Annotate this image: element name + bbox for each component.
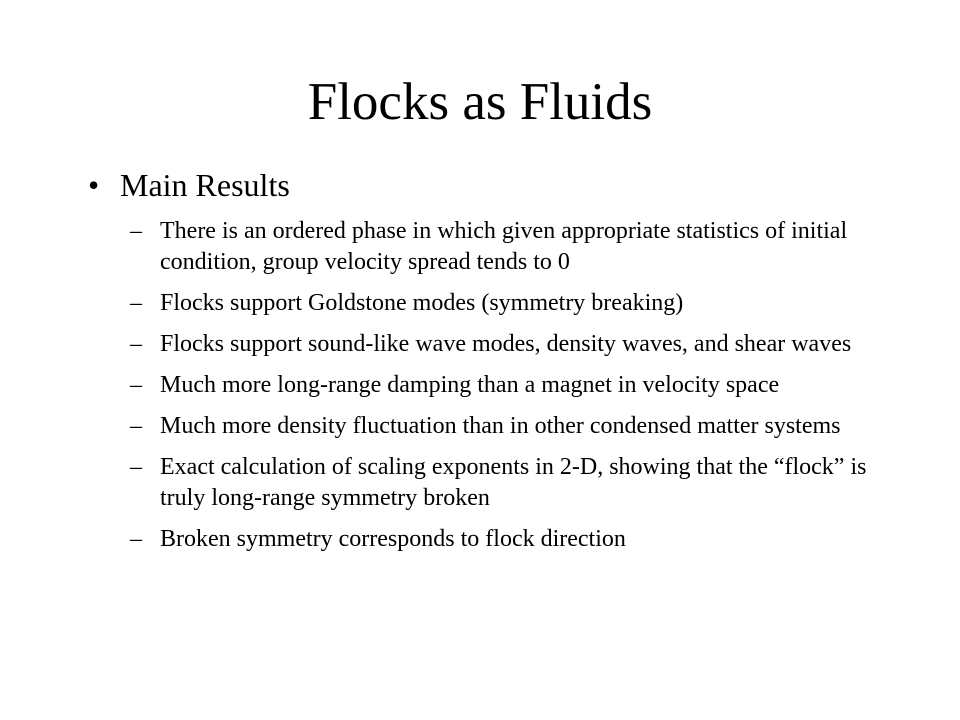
dash-marker: – [130, 454, 142, 480]
main-bullet-text: Main Results [120, 167, 290, 203]
sub-bullet-list [130, 216, 900, 565]
dash-marker: – [130, 413, 142, 439]
dash-marker: – [130, 218, 142, 244]
sub-bullet [130, 216, 900, 278]
sub-bullet [130, 524, 900, 555]
main-bullet [88, 165, 290, 205]
sub-bullet [130, 452, 900, 514]
sub-bullet-text: Much more long-range damping than a magnet in velocity space [160, 372, 780, 398]
dash-marker: – [130, 290, 142, 316]
sub-bullet-text: Broken symmetry corresponds to flock direction [160, 526, 626, 552]
sub-bullet [130, 288, 900, 319]
sub-bullet-text: Flocks support Goldstone modes (symmetry breaking) [160, 290, 684, 316]
sub-bullet-text: There is an ordered phase in which given appropriate statistics of initial condition, group velocity spread tends to 0 [160, 218, 848, 275]
sub-bullet-text: Flocks support sound-like wave modes, density waves, and shear waves [160, 331, 852, 357]
sub-bullet [130, 411, 900, 442]
sub-bullet-text: Exact calculation of scaling exponents in 2-D, showing that the “flock” is truly long-range symmetry broken [160, 454, 867, 511]
bullet-marker: • [88, 167, 100, 203]
dash-marker: – [130, 372, 142, 398]
dash-marker: – [130, 526, 142, 552]
slide-title: Flocks as Fluids [307, 73, 653, 131]
sub-bullet [130, 370, 900, 401]
sub-bullet [130, 329, 900, 360]
sub-bullet-text: Much more density fluctuation than in other condensed matter systems [160, 413, 841, 439]
dash-marker: – [130, 331, 142, 357]
